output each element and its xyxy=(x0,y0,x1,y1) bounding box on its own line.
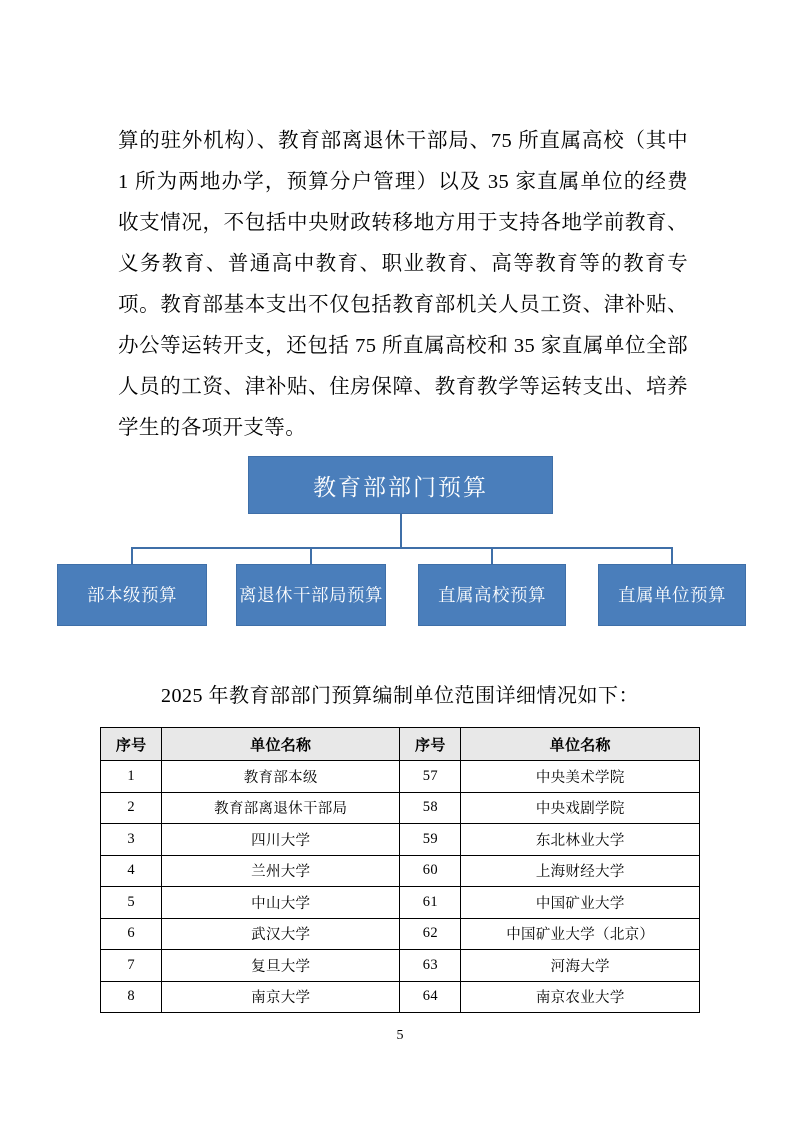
table-row xyxy=(101,761,700,793)
connector-drop-2 xyxy=(310,547,312,565)
table-cell: 63 xyxy=(400,950,461,982)
org-chart xyxy=(50,452,750,647)
table-cell: 64 xyxy=(400,981,461,1013)
table-row xyxy=(101,918,700,950)
table-cell: 中山大学 xyxy=(162,887,400,919)
unit-scope-table xyxy=(100,727,700,1013)
table-cell: 中国矿业大学 xyxy=(461,887,700,919)
org-root-node: 教育部部门预算 xyxy=(248,456,553,514)
table-cell: 中国矿业大学（北京） xyxy=(461,918,700,950)
table-cell: 7 xyxy=(101,950,162,982)
table-cell: 教育部离退休干部局 xyxy=(162,792,400,824)
table-cell: 2 xyxy=(101,792,162,824)
org-child-node-3: 直属高校预算 xyxy=(418,564,566,626)
org-child-node-2: 离退休干部局预算 xyxy=(236,564,386,626)
org-child-node-1: 部本级预算 xyxy=(57,564,207,626)
table-row xyxy=(101,855,700,887)
table-cell: 东北林业大学 xyxy=(461,824,700,856)
table-cell: 61 xyxy=(400,887,461,919)
table-row xyxy=(101,824,700,856)
connector-drop-1 xyxy=(131,547,133,565)
table-row xyxy=(101,981,700,1013)
table-header-cell: 序号 xyxy=(101,728,162,761)
table-cell: 57 xyxy=(400,761,461,793)
table-cell: 58 xyxy=(400,792,461,824)
table-cell: 5 xyxy=(101,887,162,919)
table-body xyxy=(101,761,700,1013)
table-cell: 3 xyxy=(101,824,162,856)
table-cell: 6 xyxy=(101,918,162,950)
table-row xyxy=(101,792,700,824)
connector-drop-4 xyxy=(671,547,673,565)
table-cell: 四川大学 xyxy=(162,824,400,856)
table-cell: 8 xyxy=(101,981,162,1013)
unit-scope-table-wrapper xyxy=(100,727,700,1013)
table-cell: 复旦大学 xyxy=(162,950,400,982)
table-header-cell: 序号 xyxy=(400,728,461,761)
table-cell: 教育部本级 xyxy=(162,761,400,793)
table-caption: 2025 年教育部部门预算编制单位范围详细情况如下： xyxy=(161,685,639,707)
table-header-row xyxy=(101,728,700,761)
org-child-node-4: 直属单位预算 xyxy=(598,564,746,626)
table-row xyxy=(101,950,700,982)
table-cell: 河海大学 xyxy=(461,950,700,982)
table-cell: 南京农业大学 xyxy=(461,981,700,1013)
connector-bus xyxy=(131,547,673,549)
table-header-cell: 单位名称 xyxy=(461,728,700,761)
table-cell: 1 xyxy=(101,761,162,793)
table-cell: 62 xyxy=(400,918,461,950)
table-cell: 60 xyxy=(400,855,461,887)
page-number: 5 xyxy=(396,1028,404,1043)
table-cell: 南京大学 xyxy=(162,981,400,1013)
connector-stem xyxy=(400,514,402,548)
body-paragraph: 算的驻外机构）、教育部离退休干部局、75 所直属高校（其中 1 所为两地办学，预算分户管理）以及 35 家直属单位的经费收支情况，不包括中央财政转移地方用于支持各地学前教育、义务教育、普通高中教育、职业教育、高等教育等的教育专项。教育部基本支出不仅包括教育部机关人员工资、津补贴、办公等运转开支，还包括 75 所直属高校和 35 家直属单位全部人员的工资、津补贴、住房保障、教育教学等运转支出、培养学生的各项开支等。 xyxy=(118,129,688,439)
table-cell: 上海财经大学 xyxy=(461,855,700,887)
table-cell: 59 xyxy=(400,824,461,856)
table-cell: 武汉大学 xyxy=(162,918,400,950)
table-cell: 中央戏剧学院 xyxy=(461,792,700,824)
table-header-cell: 单位名称 xyxy=(162,728,400,761)
connector-drop-3 xyxy=(491,547,493,565)
table-cell: 兰州大学 xyxy=(162,855,400,887)
table-cell: 中央美术学院 xyxy=(461,761,700,793)
table-row xyxy=(101,887,700,919)
table-cell: 4 xyxy=(101,855,162,887)
